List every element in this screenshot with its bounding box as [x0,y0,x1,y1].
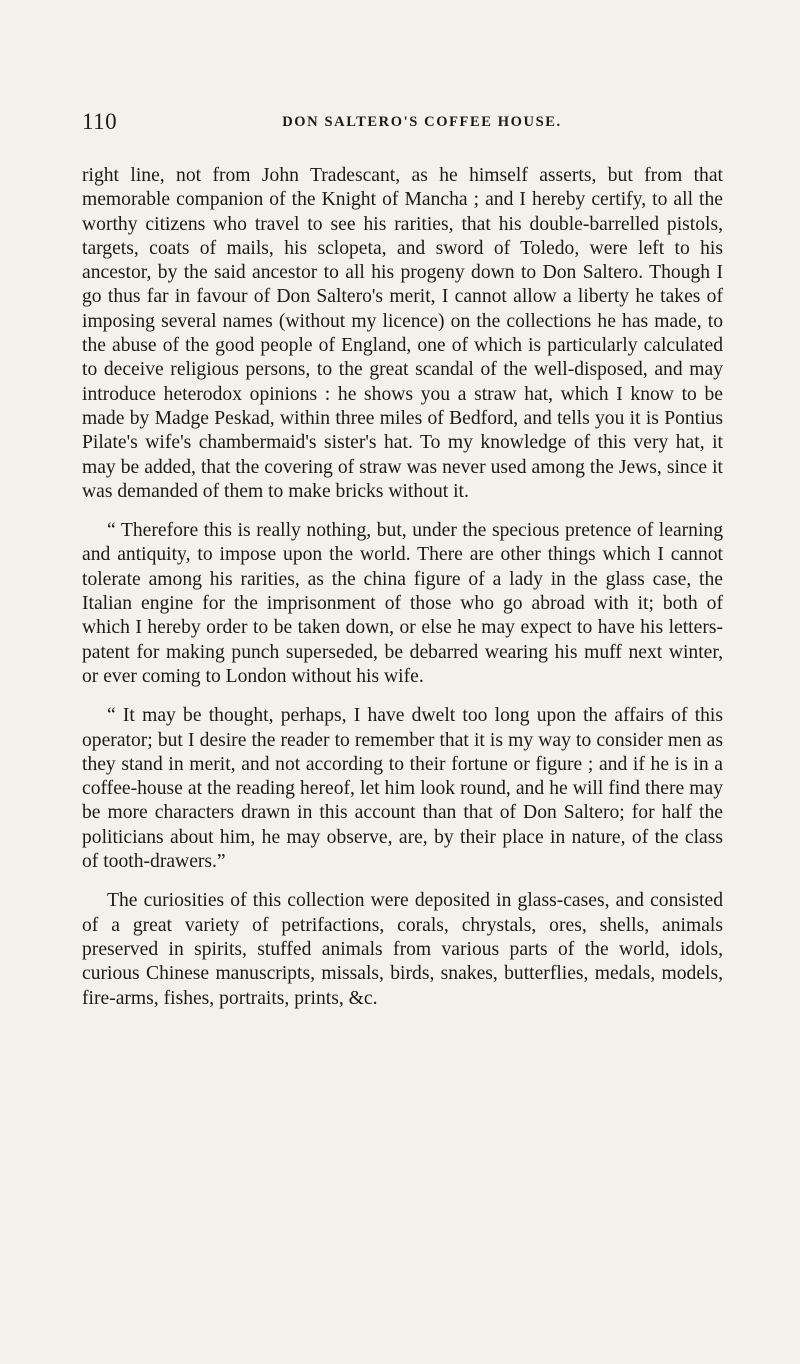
paragraph: The curiosities of this collection were deposited in glass-cases, and consisted of a great variety of petrifactions, corals, chrystals, ores, shells, animals preserved in spirits, stuffed animals from various parts of the world, idols, curious Chinese manuscripts, missals, birds, snakes, butterflies, medals, models, fire-arms, fishes, portraits, prints, &c. [82,890,723,1009]
running-title: DON SALTERO'S COFFEE HOUSE. [282,114,562,130]
paragraph: “ It may be thought, perhaps, I have dwelt too long upon the affairs of this operator; but I desire the reader to remember that it is my way to consider men as they stand in merit, and not according to their fortune or figure ; and if he is in a coffee-house at the reading hereof, let him look round, and he will find there may be more characters drawn in this account than that of Don Saltero; for half the politicians about him, he may observe, are, by their place in nature, of the class of tooth-drawers.” [82,705,723,873]
paragraph: “ Therefore this is really nothing, but, under the specious pretence of learning and antiquity, to impose upon the world. There are other things which I cannot tolerate among his rarities, as the china figure of a lady in the glass case, the Italian engine for the imprisonment of those who go abroad with it; both of which I hereby order to be taken down, or else he may expect to have his letters-patent for making punch superseded, be debarred wearing his muff next winter, or ever coming to London without his wife. [82,520,723,687]
body-text [82,164,723,1026]
running-head [82,109,722,143]
page-number: 110 [82,109,118,134]
paragraph: right line, not from John Tradescant, as he himself asserts, but from that memorable companion of the Knight of Mancha ; and I hereby certify, to all the worthy citizens who travel to see his rarities, that his double-barrelled pistols, targets, coats of mails, his sclopeta, and sword of Toledo, were left to his ancestor, by the said ancestor to all his progeny down to Don Saltero. Though I go thus far in favour of Don Saltero's merit, I cannot allow a liberty he takes of imposing several names (without my licence) on the collections he has made, to the abuse of the good people of England, one of which is particularly calculated to deceive religious persons, to the great scandal of the well-disposed, and may introduce heterodox opinions : he shows you a straw hat, which I know to be made by Madge Peskad, within three miles of Bedford, and tells you it is Pontius Pilate's wife's chambermaid's sister's hat. To my knowledge of this very hat, it may be added, that the covering of straw was never used among the Jews, since it was demanded of them to make bricks without it. [82,165,723,502]
